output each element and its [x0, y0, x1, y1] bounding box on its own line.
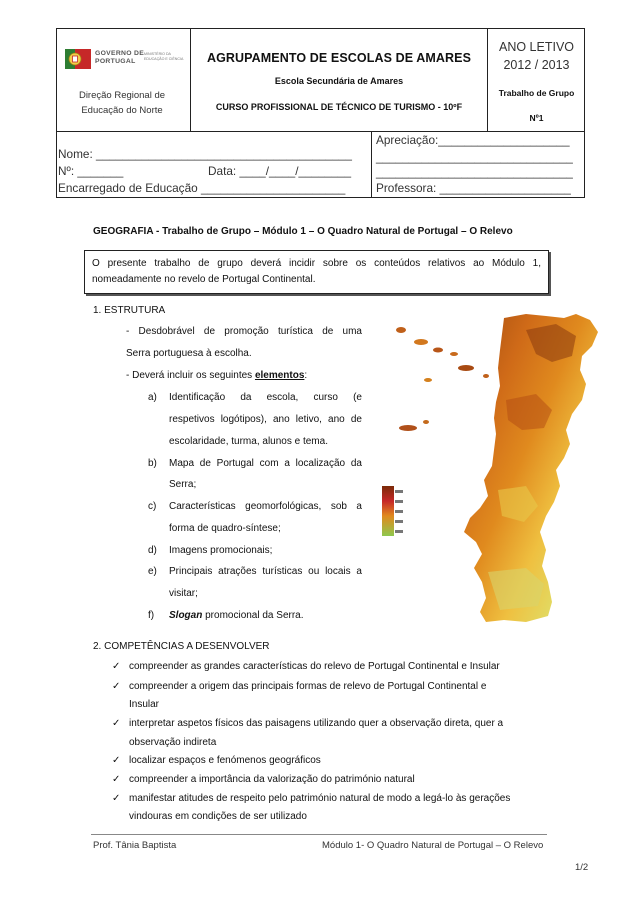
curso-name: CURSO PROFISSIONAL DE TÉCNICO DE TURISMO - 10ºF — [215, 102, 463, 112]
competencia-line: compreender as grandes características do relevo de Portugal Continental e Insular — [129, 661, 500, 672]
structure-line: - Desdobrável de promoção turística de uma — [126, 326, 362, 337]
nome-field[interactable]: Nome: _______________________________________ — [58, 147, 352, 161]
item-line: Mapa de Portugal com a localização da — [169, 458, 362, 469]
item-line: Principais atrações turísticas ou locais a — [169, 566, 362, 577]
item-line: Identificação da escola, curso (e — [169, 392, 362, 403]
competencia-line: Insular — [129, 699, 160, 710]
competencia-line: observação indireta — [129, 737, 217, 748]
item-line: Imagens promocionais; — [169, 545, 273, 556]
ano-letivo-value: 2012 / 2013 — [503, 58, 570, 72]
competencia-line: interpretar aspetos físicos das paisagens utilizando quer a observação direta, quer a — [129, 718, 504, 729]
header-divider — [56, 131, 585, 132]
relief-map-image — [376, 310, 606, 628]
competencia-line: vindouras em condições de ser utilizado — [129, 811, 307, 822]
competencia-line: localizar espaços e fenómenos geográficos — [129, 755, 321, 766]
portugal-flag-icon — [64, 47, 92, 71]
professora-field[interactable]: Professora: ____________________ — [376, 181, 571, 195]
escola-name: Escola Secundária de Amares — [274, 76, 404, 86]
competencia-line: compreender a importância da valorização do património natural — [129, 774, 415, 785]
apreciacao-field[interactable]: Apreciação:____________________ — [376, 133, 570, 147]
competencia-line: compreender a origem das principais formas de relevo de Portugal Continental e — [129, 681, 487, 692]
check-icon: ✓ — [112, 661, 121, 672]
item-letter: b) — [148, 458, 157, 469]
item-line: Características geomorfológicas, sob a — [169, 501, 362, 512]
item-letter: c) — [148, 501, 157, 512]
footer-divider — [91, 834, 547, 835]
page-number: 1/2 — [575, 862, 589, 873]
apreciacao-line[interactable]: ______________________________ — [376, 165, 573, 179]
section-heading: 1. ESTRUTURA — [93, 305, 166, 316]
encarregado-field[interactable]: Encarregado de Educação ______________________ — [58, 181, 346, 195]
intro-line: O presente trabalho de grupo deverá incidir sobre os conteúdos relativos ao Módulo 1, — [92, 258, 541, 269]
numero-field[interactable]: Nº: _______ — [58, 164, 124, 178]
data-field[interactable]: Data: ____/____/________ — [208, 164, 352, 178]
check-icon: ✓ — [112, 793, 121, 804]
check-icon: ✓ — [112, 755, 121, 766]
item-letter: e) — [148, 566, 157, 577]
document-title: GEOGRAFIA - Trabalho de Grupo – Módulo 1 – O Quadro Natural de Portugal – O Relevo — [93, 226, 513, 237]
direcao-regional: Direção Regional de Educação do Norte — [78, 90, 166, 116]
item-line: forma de quadro-síntese; — [169, 523, 281, 534]
check-icon: ✓ — [112, 774, 121, 785]
competencia-line: manifestar atitudes de respeito pelo património natural de modo a legá-lo às gerações — [129, 793, 511, 804]
madeira-islands — [399, 420, 429, 431]
header-divider — [371, 131, 372, 198]
agrupamento-title: AGRUPAMENTO DE ESCOLAS DE AMARES — [206, 51, 472, 65]
trabalho-number: Nº1 — [529, 113, 544, 123]
logo-text: GOVERNO DE PORTUGAL — [95, 50, 145, 65]
footer-module: Módulo 1- O Quadro Natural de Portugal – O Relevo — [322, 840, 544, 851]
intro-box — [84, 250, 549, 294]
item-line: escolaridade, turma, alunos e tema. — [169, 436, 328, 447]
item-line: Serra; — [169, 479, 197, 490]
header-divider — [190, 28, 191, 132]
relief-map-portugal — [376, 310, 606, 628]
ano-letivo-label: ANO LETIVO — [498, 40, 575, 54]
check-icon: ✓ — [112, 718, 121, 729]
item-line: respetivos logótipos), ano letivo, ano de — [169, 414, 362, 425]
structure-line: Serra portuguesa à escolha. — [126, 348, 252, 359]
item-line: Slogan promocional da Serra. — [169, 610, 304, 621]
item-line: visitar; — [169, 588, 198, 599]
intro-line: nomeadamente no revelo de Portugal Continental. — [92, 274, 316, 285]
check-icon: ✓ — [112, 681, 121, 692]
structure-line: - Deverá incluir os seguintes elementos: — [126, 370, 308, 381]
item-letter: f) — [148, 610, 155, 621]
government-logo — [64, 47, 188, 73]
logo-ministry: MINISTÉRIO DA EDUCAÇÃO E CIÊNCIA — [144, 52, 184, 61]
trabalho-label: Trabalho de Grupo — [498, 88, 575, 98]
footer-author: Prof. Tânia Baptista — [93, 840, 177, 851]
apreciacao-line[interactable]: ______________________________ — [376, 150, 573, 164]
azores-islands — [396, 327, 489, 382]
item-letter: a) — [148, 392, 157, 403]
item-letter: d) — [148, 545, 157, 556]
map-legend — [382, 486, 403, 536]
section-heading: 2. COMPETÊNCIAS A DESENVOLVER — [93, 641, 270, 652]
